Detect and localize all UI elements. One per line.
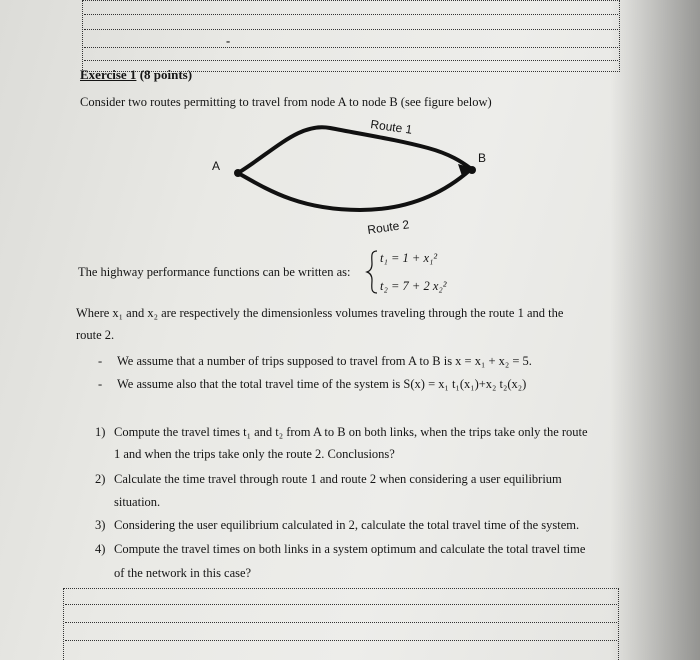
top-answer-box [82, 0, 620, 72]
assumption-item: We assume that a number of trips supposed to travel from A to B is x = x₁ + x₂ = 5. [117, 354, 532, 368]
question-line: Compute the travel times on both links in a system optimum and calculate the total travel time [114, 542, 586, 556]
route-2-curve [238, 170, 470, 210]
exercise-points: (8 points) [139, 67, 193, 82]
question-line: situation. [114, 495, 161, 509]
node-a-dot [234, 169, 242, 177]
route-1-curve [238, 127, 470, 173]
exercise-title-text: Exercise 1 [80, 67, 137, 82]
route-1-label: Route 1 [369, 117, 414, 137]
bottom-answer-box [63, 588, 619, 660]
assumption-dash: - [98, 377, 103, 391]
equation-route-1: t₁ = 1 + x₁² [380, 251, 438, 265]
question-line: Calculate the time travel through route 1 and route 2 when considering a user equilibrium [114, 472, 562, 486]
question-number: 1) [95, 425, 106, 439]
bottom-box-line [65, 604, 617, 605]
top-box-line [84, 60, 618, 61]
equation-route-2: t₂ = 7 + 2 x₂² [380, 279, 447, 293]
bottom-box-line [65, 622, 617, 623]
assumption-dash: - [98, 354, 103, 368]
dash-mark: - [226, 34, 231, 48]
top-box-line [84, 29, 618, 30]
top-box-line [84, 14, 618, 15]
question-number: 3) [95, 518, 106, 532]
question-line: of the network in this case? [114, 566, 252, 580]
route-2-label: Route 2 [366, 217, 411, 237]
question-line: Considering the user equilibrium calculated in 2, calculate the total travel time of the system. [114, 518, 580, 532]
where-line-2: route 2. [76, 328, 115, 342]
node-b-dot [468, 166, 476, 174]
top-box-line [84, 47, 618, 48]
exercise-title [80, 67, 192, 83]
node-b-label: B [478, 151, 487, 165]
question-line: Compute the travel times t₁ and t₂ from A to B on both links, when the trips take only the route [114, 425, 588, 439]
bottom-box-line [65, 640, 617, 641]
question-number: 2) [95, 472, 106, 486]
assumption-item: We assume also that the total travel time of the system is S(x) = x₁ t₁(x₁)+x₂ t₂(x₂) [117, 377, 527, 391]
question-number: 4) [95, 542, 106, 556]
question-line: 1 and when the trips take only the route 2. Conclusions? [114, 447, 395, 461]
where-line-1: Where x₁ and x₂ are respectively the dimensionless volumes traveling through the route 1 and the [76, 306, 564, 320]
node-a-label: A [212, 159, 221, 173]
equation-brace [365, 250, 379, 294]
functions-lead: The highway performance functions can be written as: [78, 265, 351, 279]
exercise-intro: Consider two routes permitting to travel from node A to node B (see figure below) [80, 95, 492, 109]
page-shadow [610, 0, 700, 660]
